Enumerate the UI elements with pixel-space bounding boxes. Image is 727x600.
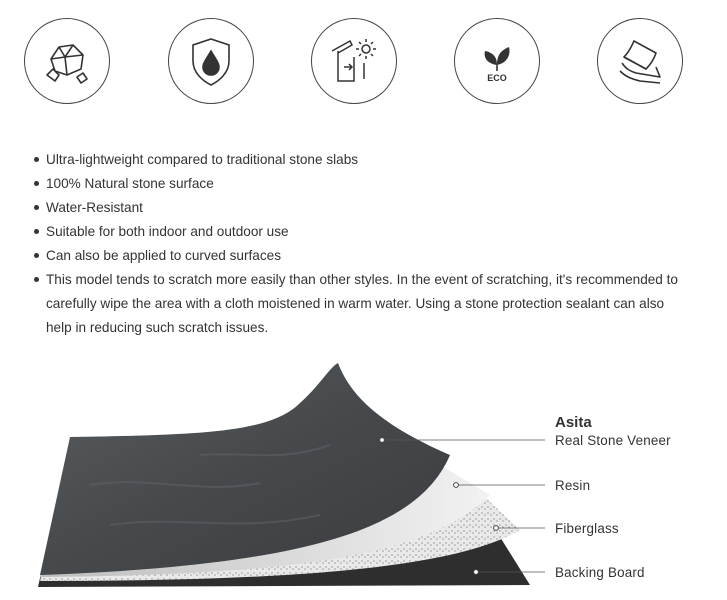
feature-list (30, 148, 690, 340)
feature-item: Suitable for both indoor and outdoor use (30, 220, 690, 244)
feature-item: Can also be applied to curved surfaces (30, 244, 690, 268)
feature-icon-row (0, 18, 727, 108)
feature-item: Water-Resistant (30, 196, 690, 220)
fiberglass-pointer-dot (494, 526, 499, 531)
feature-item: 100% Natural stone surface (30, 172, 690, 196)
layer-label-resin: Resin (555, 478, 591, 493)
layer-label-backing: Backing Board (555, 565, 645, 580)
backing-pointer-dot (474, 570, 479, 575)
layer-diagram (0, 355, 727, 600)
eco-label: ECO (487, 73, 507, 83)
layer-label-veneer: Real Stone Veneer (555, 433, 671, 448)
indoor-outdoor-icon (311, 18, 397, 104)
resin-pointer-dot (454, 483, 459, 488)
feature-item: Ultra-lightweight compared to traditional stone slabs (30, 148, 690, 172)
feature-item: This model tends to scratch more easily than other styles. In the event of scratching, it's recommended to carefully wipe the area with a cloth moistened in warm water. Using a stone protection sealant can also help in reducing such scratch issues. (30, 268, 690, 340)
veneer-pointer-dot (380, 438, 385, 443)
curved-surface-icon (597, 18, 683, 104)
eco-leaf-icon (454, 18, 540, 104)
layer-label-fiberglass: Fiberglass (555, 521, 619, 536)
water-drop-shield-icon (168, 18, 254, 104)
brand-name: Asita (555, 414, 592, 431)
lightweight-stone-icon (24, 18, 110, 104)
